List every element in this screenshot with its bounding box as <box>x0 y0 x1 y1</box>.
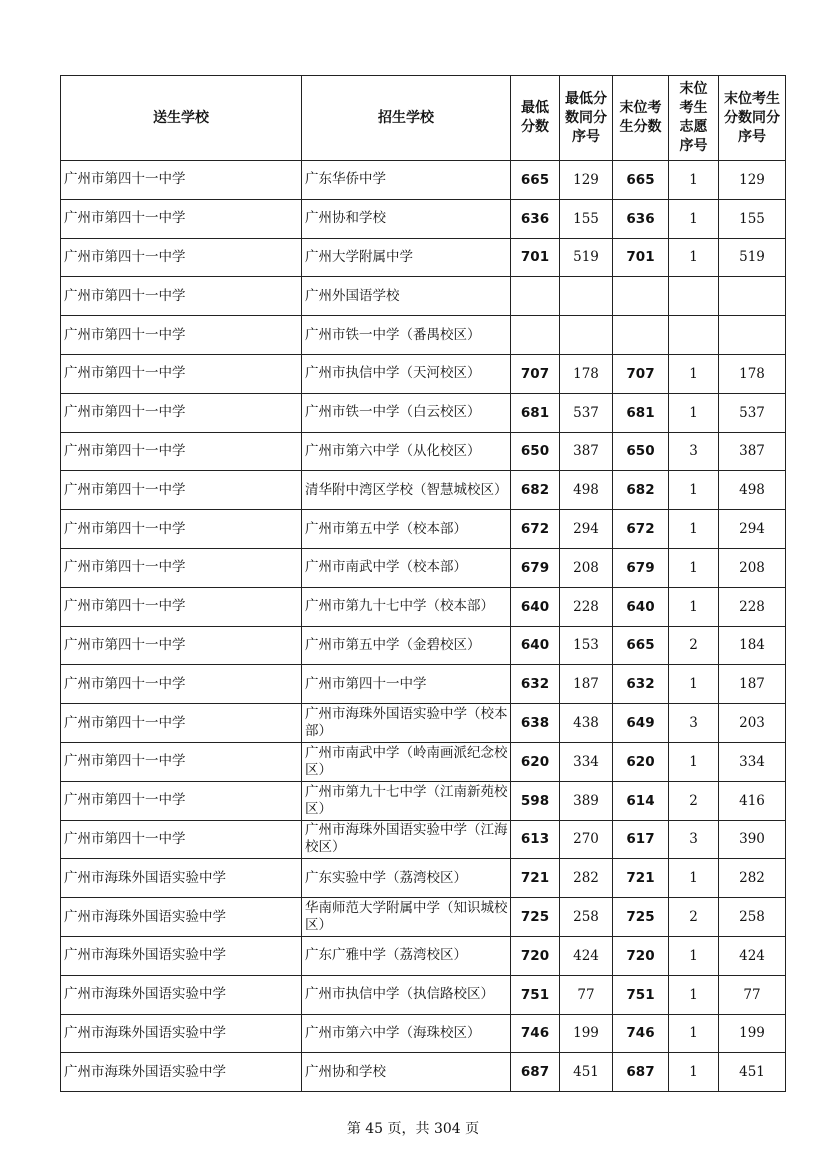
cell-last-score <box>613 277 669 316</box>
table-row <box>61 1053 786 1092</box>
cell-recruiting-school: 广州市海珠外国语实验中学（校本部） <box>302 704 511 743</box>
table-row <box>61 277 786 316</box>
cell-last-rank: 184 <box>719 626 786 665</box>
table-row <box>61 316 786 355</box>
cell-min-score: 650 <box>511 432 560 471</box>
cell-sender-school: 广州市第四十一中学 <box>61 742 302 781</box>
cell-recruiting-school: 广州市第六中学（海珠校区） <box>302 1014 511 1053</box>
cell-last-choice: 2 <box>669 781 719 820</box>
cell-min-score-rank: 129 <box>560 161 613 200</box>
cell-min-score-rank: 424 <box>560 936 613 975</box>
cell-sender-school: 广州市第四十一中学 <box>61 238 302 277</box>
cell-last-score: 665 <box>613 626 669 665</box>
cell-min-score-rank: 438 <box>560 704 613 743</box>
cell-last-rank <box>719 277 786 316</box>
header-last-score-text: 末位考生分数 <box>619 100 662 135</box>
table-row <box>61 548 786 587</box>
cell-recruiting-school: 广州市第九十七中学（校本部） <box>302 587 511 626</box>
cell-last-rank: 155 <box>719 199 786 238</box>
cell-min-score: 632 <box>511 665 560 704</box>
cell-last-rank: 390 <box>719 820 786 859</box>
header-row <box>61 76 786 161</box>
header-last-choice <box>669 76 719 161</box>
cell-last-choice: 1 <box>669 354 719 393</box>
cell-last-rank: 129 <box>719 161 786 200</box>
cell-sender-school: 广州市第四十一中学 <box>61 432 302 471</box>
cell-last-choice: 3 <box>669 704 719 743</box>
cell-last-score: 650 <box>613 432 669 471</box>
cell-last-rank: 416 <box>719 781 786 820</box>
table-row <box>61 587 786 626</box>
cell-min-score <box>511 277 560 316</box>
cell-sender-school: 广州市第四十一中学 <box>61 704 302 743</box>
cell-last-score: 617 <box>613 820 669 859</box>
cell-min-score <box>511 316 560 355</box>
cell-min-score: 751 <box>511 975 560 1014</box>
table-row <box>61 975 786 1014</box>
cell-min-score: 640 <box>511 587 560 626</box>
table-row <box>61 199 786 238</box>
cell-last-score: 682 <box>613 471 669 510</box>
cell-min-score-rank: 199 <box>560 1014 613 1053</box>
cell-sender-school: 广州市第四十一中学 <box>61 781 302 820</box>
cell-last-rank <box>719 316 786 355</box>
cell-recruiting-school: 广州市第五中学（金碧校区） <box>302 626 511 665</box>
cell-last-choice: 1 <box>669 1014 719 1053</box>
cell-recruiting-school: 清华附中湾区学校（智慧城校区） <box>302 471 511 510</box>
admission-table <box>60 75 786 1092</box>
cell-last-rank: 294 <box>719 510 786 549</box>
cell-last-rank: 537 <box>719 393 786 432</box>
table-row <box>61 432 786 471</box>
cell-sender-school: 广州市第四十一中学 <box>61 587 302 626</box>
cell-last-choice: 2 <box>669 898 719 937</box>
cell-recruiting-school: 广州市第九十七中学（江南新苑校区） <box>302 781 511 820</box>
cell-last-choice: 1 <box>669 742 719 781</box>
cell-min-score: 687 <box>511 1053 560 1092</box>
cell-sender-school: 广州市海珠外国语实验中学 <box>61 1053 302 1092</box>
cell-last-rank: 258 <box>719 898 786 937</box>
cell-last-rank: 199 <box>719 1014 786 1053</box>
header-last-rank-text: 末位考生分数同分序号 <box>724 90 780 145</box>
cell-recruiting-school: 广州市铁一中学（白云校区） <box>302 393 511 432</box>
cell-sender-school: 广州市第四十一中学 <box>61 354 302 393</box>
cell-last-rank: 77 <box>719 975 786 1014</box>
cell-last-rank: 187 <box>719 665 786 704</box>
cell-last-rank: 228 <box>719 587 786 626</box>
cell-min-score: 672 <box>511 510 560 549</box>
header-min-score <box>511 76 560 161</box>
cell-last-score: 687 <box>613 1053 669 1092</box>
cell-min-score-rank: 498 <box>560 471 613 510</box>
header-min-score-rank-text: 最低分数同分序号 <box>565 90 607 145</box>
cell-min-score: 720 <box>511 936 560 975</box>
cell-sender-school: 广州市第四十一中学 <box>61 820 302 859</box>
cell-min-score: 681 <box>511 393 560 432</box>
cell-recruiting-school: 华南师范大学附属中学（知识城校区） <box>302 898 511 937</box>
cell-min-score: 746 <box>511 1014 560 1053</box>
cell-min-score-rank: 451 <box>560 1053 613 1092</box>
cell-min-score-rank: 228 <box>560 587 613 626</box>
cell-min-score-rank: 187 <box>560 665 613 704</box>
cell-sender-school: 广州市第四十一中学 <box>61 471 302 510</box>
cell-last-choice: 1 <box>669 161 719 200</box>
cell-min-score-rank: 153 <box>560 626 613 665</box>
cell-min-score-rank: 334 <box>560 742 613 781</box>
cell-last-score: 725 <box>613 898 669 937</box>
cell-min-score-rank: 282 <box>560 859 613 898</box>
cell-sender-school: 广州市第四十一中学 <box>61 161 302 200</box>
cell-recruiting-school: 广州市执信中学（天河校区） <box>302 354 511 393</box>
table-row <box>61 471 786 510</box>
cell-last-score: 681 <box>613 393 669 432</box>
cell-recruiting-school: 广州协和学校 <box>302 199 511 238</box>
cell-last-score: 649 <box>613 704 669 743</box>
cell-last-rank: 203 <box>719 704 786 743</box>
cell-min-score: 636 <box>511 199 560 238</box>
cell-recruiting-school: 广东广雅中学（荔湾校区） <box>302 936 511 975</box>
cell-recruiting-school: 广州市第五中学（校本部） <box>302 510 511 549</box>
cell-recruiting-school: 广州大学附属中学 <box>302 238 511 277</box>
cell-min-score-rank: 270 <box>560 820 613 859</box>
table-row <box>61 859 786 898</box>
cell-sender-school: 广州市第四十一中学 <box>61 316 302 355</box>
cell-min-score-rank: 294 <box>560 510 613 549</box>
cell-sender-school: 广州市海珠外国语实验中学 <box>61 898 302 937</box>
cell-min-score: 620 <box>511 742 560 781</box>
table-row <box>61 898 786 937</box>
cell-last-rank: 451 <box>719 1053 786 1092</box>
cell-last-rank: 424 <box>719 936 786 975</box>
cell-min-score-rank: 155 <box>560 199 613 238</box>
table-row <box>61 936 786 975</box>
cell-min-score: 682 <box>511 471 560 510</box>
cell-last-score: 665 <box>613 161 669 200</box>
cell-last-choice <box>669 277 719 316</box>
cell-sender-school: 广州市第四十一中学 <box>61 626 302 665</box>
cell-last-choice: 1 <box>669 859 719 898</box>
cell-min-score-rank: 389 <box>560 781 613 820</box>
cell-min-score: 613 <box>511 820 560 859</box>
cell-sender-school: 广州市第四十一中学 <box>61 393 302 432</box>
cell-last-score: 636 <box>613 199 669 238</box>
table-row <box>61 510 786 549</box>
cell-sender-school: 广州市第四十一中学 <box>61 510 302 549</box>
cell-recruiting-school: 广州市第四十一中学 <box>302 665 511 704</box>
cell-last-rank: 208 <box>719 548 786 587</box>
cell-last-choice: 2 <box>669 626 719 665</box>
cell-recruiting-school: 广州市海珠外国语实验中学（江海校区） <box>302 820 511 859</box>
table-row <box>61 161 786 200</box>
table-row <box>61 1014 786 1053</box>
cell-last-score: 746 <box>613 1014 669 1053</box>
table-row <box>61 626 786 665</box>
cell-last-rank: 498 <box>719 471 786 510</box>
cell-sender-school: 广州市海珠外国语实验中学 <box>61 975 302 1014</box>
cell-min-score: 598 <box>511 781 560 820</box>
cell-sender-school: 广州市第四十一中学 <box>61 665 302 704</box>
cell-last-score: 614 <box>613 781 669 820</box>
cell-last-score: 672 <box>613 510 669 549</box>
cell-last-choice: 1 <box>669 1053 719 1092</box>
cell-sender-school: 广州市第四十一中学 <box>61 277 302 316</box>
cell-min-score-rank <box>560 316 613 355</box>
cell-min-score: 725 <box>511 898 560 937</box>
cell-last-choice: 3 <box>669 432 719 471</box>
cell-min-score-rank: 77 <box>560 975 613 1014</box>
table-row <box>61 238 786 277</box>
table-row <box>61 704 786 743</box>
cell-recruiting-school: 广州市执信中学（执信路校区） <box>302 975 511 1014</box>
cell-last-rank: 334 <box>719 742 786 781</box>
cell-recruiting-school: 广州市南武中学（岭南画派纪念校区） <box>302 742 511 781</box>
cell-last-choice: 1 <box>669 471 719 510</box>
header-min-score-text: 最低分数 <box>521 100 549 135</box>
cell-last-choice: 1 <box>669 665 719 704</box>
cell-last-choice <box>669 316 719 355</box>
cell-sender-school: 广州市第四十一中学 <box>61 199 302 238</box>
cell-sender-school: 广州市海珠外国语实验中学 <box>61 936 302 975</box>
cell-min-score: 679 <box>511 548 560 587</box>
cell-last-choice: 1 <box>669 548 719 587</box>
cell-last-rank: 387 <box>719 432 786 471</box>
header-last-score <box>613 76 669 161</box>
cell-min-score: 640 <box>511 626 560 665</box>
cell-last-score: 721 <box>613 859 669 898</box>
cell-recruiting-school: 广州市铁一中学（番禺校区） <box>302 316 511 355</box>
table-row <box>61 742 786 781</box>
cell-min-score: 707 <box>511 354 560 393</box>
page-footer: 第 45 页，共 304 页 <box>346 1121 480 1137</box>
cell-last-rank: 178 <box>719 354 786 393</box>
cell-last-score: 679 <box>613 548 669 587</box>
cell-last-choice: 1 <box>669 936 719 975</box>
cell-min-score-rank: 208 <box>560 548 613 587</box>
cell-last-choice: 1 <box>669 587 719 626</box>
cell-min-score-rank: 258 <box>560 898 613 937</box>
cell-sender-school: 广州市海珠外国语实验中学 <box>61 859 302 898</box>
table-row <box>61 354 786 393</box>
cell-last-choice: 1 <box>669 238 719 277</box>
cell-last-rank: 519 <box>719 238 786 277</box>
cell-last-choice: 1 <box>669 975 719 1014</box>
header-recruiting-school: 招生学校 <box>302 76 511 161</box>
cell-last-score: 620 <box>613 742 669 781</box>
cell-last-choice: 1 <box>669 510 719 549</box>
cell-min-score: 701 <box>511 238 560 277</box>
cell-recruiting-school: 广州市南武中学（校本部） <box>302 548 511 587</box>
cell-min-score-rank: 387 <box>560 432 613 471</box>
table-row <box>61 393 786 432</box>
cell-min-score: 638 <box>511 704 560 743</box>
cell-recruiting-school: 广州协和学校 <box>302 1053 511 1092</box>
header-last-rank <box>719 76 786 161</box>
cell-last-choice: 1 <box>669 393 719 432</box>
table-row <box>61 781 786 820</box>
cell-last-score: 720 <box>613 936 669 975</box>
cell-last-score: 701 <box>613 238 669 277</box>
cell-last-score: 632 <box>613 665 669 704</box>
cell-min-score: 665 <box>511 161 560 200</box>
cell-last-score: 640 <box>613 587 669 626</box>
header-sender-school: 送生学校 <box>61 76 302 161</box>
cell-min-score-rank <box>560 277 613 316</box>
header-last-choice-text: 末位考生志愿序号 <box>679 81 708 154</box>
cell-recruiting-school: 广东实验中学（荔湾校区） <box>302 859 511 898</box>
cell-min-score-rank: 537 <box>560 393 613 432</box>
cell-last-score <box>613 316 669 355</box>
table-row <box>61 665 786 704</box>
cell-last-choice: 3 <box>669 820 719 859</box>
table-row <box>61 820 786 859</box>
cell-min-score-rank: 178 <box>560 354 613 393</box>
cell-last-score: 751 <box>613 975 669 1014</box>
cell-min-score: 721 <box>511 859 560 898</box>
cell-sender-school: 广州市海珠外国语实验中学 <box>61 1014 302 1053</box>
header-min-score-rank <box>560 76 613 161</box>
cell-last-rank: 282 <box>719 859 786 898</box>
cell-recruiting-school: 广东华侨中学 <box>302 161 511 200</box>
cell-sender-school: 广州市第四十一中学 <box>61 548 302 587</box>
cell-recruiting-school: 广州市第六中学（从化校区） <box>302 432 511 471</box>
cell-last-choice: 1 <box>669 199 719 238</box>
cell-min-score-rank: 519 <box>560 238 613 277</box>
cell-last-score: 707 <box>613 354 669 393</box>
cell-recruiting-school: 广州外国语学校 <box>302 277 511 316</box>
